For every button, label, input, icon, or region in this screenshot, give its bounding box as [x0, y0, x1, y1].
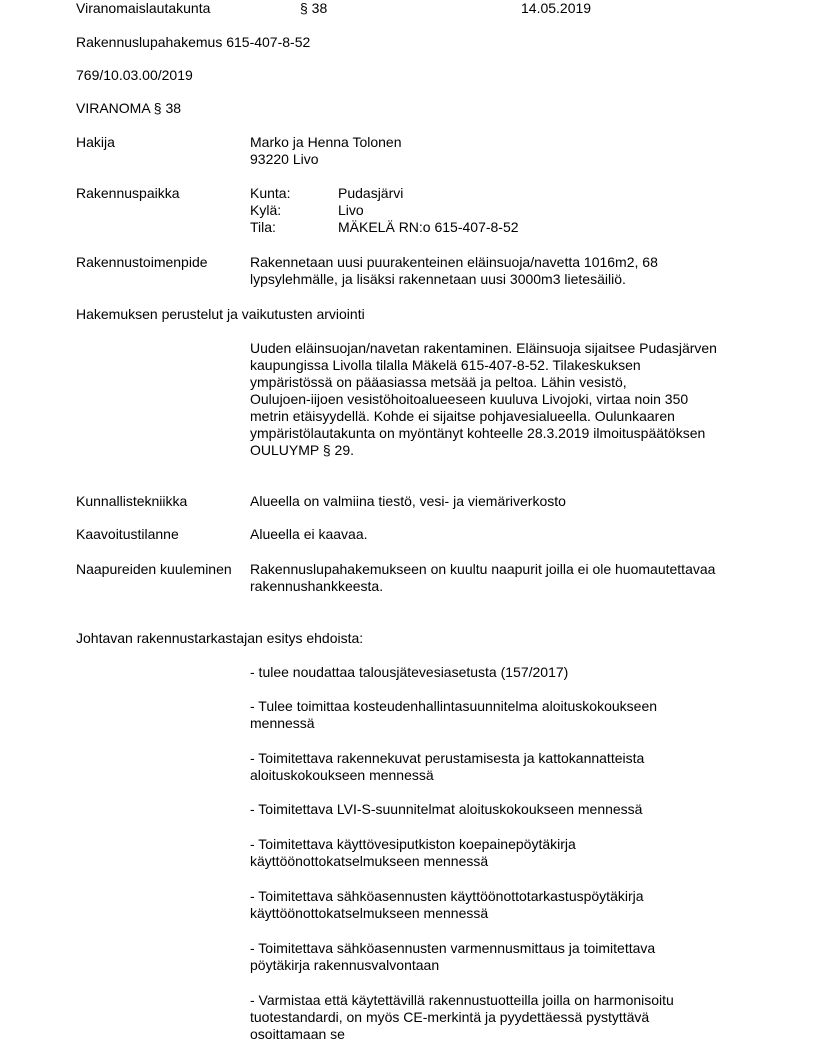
condition-line: - Toimitettava rakennekuvat perustamisesta ja kattokannatteista — [250, 750, 645, 766]
header-board: Viranomaislautakunta — [76, 0, 211, 16]
condition-line: mennessä — [250, 715, 315, 731]
justification-line: ympäristössä on pääasiassa metsää ja peltoa. Lähin vesistö, — [250, 374, 627, 390]
application-title: Rakennuslupahakemus 615-407-8-52 — [76, 34, 311, 50]
condition-item — [250, 888, 750, 922]
condition-line: - Tulee toimittaa kosteudenhallintasuunnitelma aloituskokoukseen — [250, 698, 658, 714]
justification-line: OULUYMP § 29. — [250, 442, 355, 458]
condition-item — [250, 801, 750, 818]
site-value: Pudasjärvi — [338, 185, 404, 201]
measure-line: lypsylehmälle, ja lisäksi rakennetaan uusi 3000m3 lietesäiliö. — [250, 271, 626, 287]
record-number: 769/10.03.00/2019 — [76, 67, 193, 83]
measure-value — [250, 254, 770, 288]
justification-line: ympäristölautakunta on myöntänyt kohteelle 28.3.2019 ilmoituspäätöksen — [250, 425, 706, 441]
justification-line: metrin etäisyydellä. Kohde ei sijaitse pohjavesialueella. Oulunkaaren — [250, 408, 675, 424]
measure-line: Rakennetaan uusi puurakenteinen eläinsuoja/navetta 1016m2, 68 — [250, 254, 658, 270]
applicant-value — [250, 134, 770, 168]
condition-item — [250, 750, 750, 784]
condition-line: aloituskokoukseen mennessä — [250, 767, 434, 783]
zoning-label: Kaavoitustilanne — [76, 526, 179, 542]
condition-line: - Toimitettava käyttövesiputkiston koepainepöytäkirja — [250, 836, 576, 852]
justification-line: Uuden eläinsuojan/navetan rakentaminen. Eläinsuoja sijaitsee Pudasjärven — [250, 340, 717, 356]
justification-line: Oulujoen-iijoen vesistöhoitoalueeseen kuuluva Livojoki, virtaa noin 350 — [250, 391, 689, 407]
building-site-label: Rakennuspaikka — [76, 185, 180, 201]
proposal-heading: Johtavan rakennustarkastajan esitys ehdoista: — [76, 630, 364, 646]
applicant-name: Marko ja Henna Tolonen — [250, 134, 402, 150]
applicant-label: Hakija — [76, 134, 115, 150]
condition-line: - Toimitettava LVI-S-suunnitelmat aloituskokoukseen mennessä — [250, 801, 643, 817]
neighbours-line: Rakennuslupahakemukseen on kuultu naapurit joilla ei ole huomautettavaa — [250, 561, 716, 577]
condition-line: osoittamaan se — [250, 1026, 345, 1042]
neighbours-label: Naapureiden kuuleminen — [76, 561, 232, 577]
measure-label: Rakennustoimenpide — [76, 254, 208, 270]
justification-line: kaupungissa Livolla tilalla Mäkelä 615-407-8-52. Tilakeskuksen — [250, 357, 641, 373]
condition-line: - tulee noudattaa talousjätevesiasetusta (157/2017) — [250, 664, 569, 680]
condition-item — [250, 698, 750, 732]
condition-item — [250, 836, 750, 870]
zoning-value: Alueella ei kaavaa. — [250, 526, 368, 542]
applicant-address: 93220 Livo — [250, 151, 319, 167]
site-key: Kunta: — [250, 185, 291, 201]
justification-text — [250, 340, 770, 459]
authority-section: VIRANOMA § 38 — [76, 100, 182, 116]
condition-line: - Toimitettava sähköasennusten varmennusmittaus ja toimitettava — [250, 940, 656, 956]
header-section: § 38 — [300, 0, 328, 16]
condition-item — [250, 992, 750, 1043]
site-value: MÄKELÄ RN:o 615-407-8-52 — [338, 219, 519, 235]
site-value: Livo — [338, 202, 364, 218]
condition-item — [250, 940, 750, 974]
municipal-engineering-label: Kunnallistekniikka — [76, 493, 188, 509]
municipal-engineering-value: Alueella on valmiina tiestö, vesi- ja viemäriverkosto — [250, 493, 566, 509]
condition-line: - Toimitettava sähköasennusten käyttöönottotarkastuspöytäkirja — [250, 888, 644, 904]
condition-line: käyttöönottokatselmukseen mennessä — [250, 853, 489, 869]
site-key: Tila: — [250, 219, 276, 235]
condition-line: - Varmistaa että käytettävillä rakennustuotteilla joilla on harmonisoitu — [250, 992, 674, 1008]
neighbours-value — [250, 561, 770, 595]
neighbours-line: rakennushankkeesta. — [250, 578, 384, 594]
site-key: Kylä: — [250, 202, 282, 218]
condition-line: tuotestandardi, on myös CE-merkintä ja pyydettäessä pystyttävä — [250, 1009, 650, 1025]
header-date: 14.05.2019 — [521, 0, 592, 16]
justification-heading: Hakemuksen perustelut ja vaikutusten arviointi — [76, 306, 365, 322]
condition-line: pöytäkirja rakennusvalvontaan — [250, 957, 440, 973]
condition-item — [250, 664, 750, 681]
condition-line: käyttöönottokatselmukseen mennessä — [250, 905, 489, 921]
